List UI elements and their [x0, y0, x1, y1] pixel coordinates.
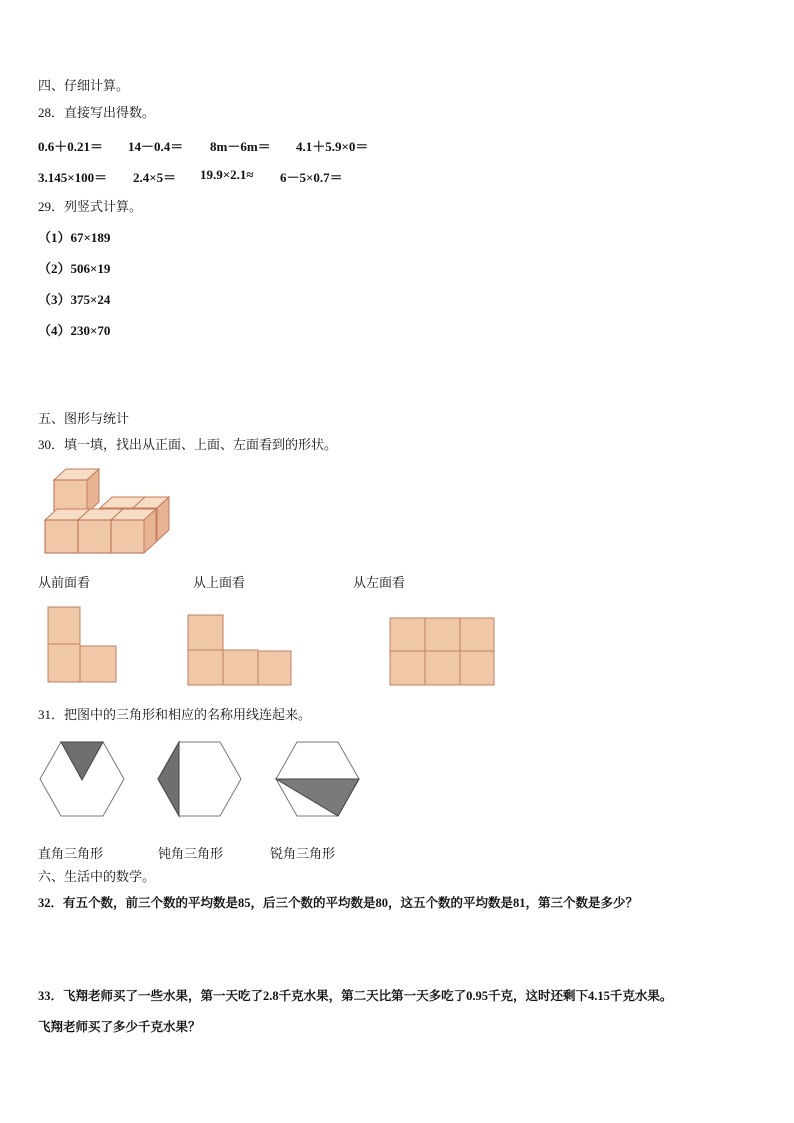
question-31-title: 31．把图中的三角形和相应的名称用线连起来。 [38, 707, 312, 722]
q29-item-1: （1）67×189 [38, 230, 111, 245]
question-33-line-1: 33．飞翔老师买了一些水果，第一天吃了2.8千克水果，第二天比第一天多吃了0.95千克，这时还剩下4.15千克水果。 [38, 989, 673, 1003]
q29-item-2: （2）506×19 [38, 261, 111, 276]
question-29-title: 29．列竖式计算。 [38, 199, 143, 214]
hexagon-2 [158, 742, 241, 816]
question-28-title: 28．直接写出得数。 [38, 105, 156, 120]
q28-item: 14－0.4＝ [128, 139, 184, 154]
caption-left-view: 从左面看 [353, 575, 406, 590]
hexagon-1 [40, 742, 124, 816]
q29-item-3: （3）375×24 [38, 292, 111, 307]
caption-right-triangle: 直角三角形 [38, 846, 104, 861]
q29-item-4: （4）230×70 [38, 323, 111, 338]
question-30-title: 30．填一填，找出从正面、上面、左面看到的形状。 [38, 437, 338, 452]
section-4-heading: 四、仔细计算。 [38, 78, 130, 93]
q28-item: 19.9×2.1≈ [200, 167, 254, 182]
q28-item: 3.145×100＝ [38, 170, 108, 185]
q28-item: 2.4×5＝ [133, 170, 177, 185]
caption-top-view: 从上面看 [193, 575, 246, 590]
hexagon-3 [276, 742, 359, 816]
section-5-heading: 五、图形与统计 [38, 411, 130, 426]
caption-front-view: 从前面看 [38, 575, 91, 590]
caption-acute-triangle: 锐角三角形 [270, 846, 336, 861]
section-6-heading: 六、生活中的数学。 [38, 869, 156, 884]
question-33-line-2: 飞翔老师买了多少千克水果？ [38, 1020, 201, 1034]
caption-obtuse-triangle: 钝角三角形 [158, 846, 224, 861]
question-32-text: 32．有五个数，前三个数的平均数是85，后三个数的平均数是80，这五个数的平均数是81，第三个数是多少？ [38, 896, 639, 910]
q28-item: 0.6＋0.21＝ [38, 139, 104, 154]
q28-item: 8m－6m＝ [210, 139, 271, 154]
q28-item: 4.1＋5.9×0＝ [296, 139, 369, 154]
q28-item: 6－5×0.7＝ [280, 170, 343, 185]
